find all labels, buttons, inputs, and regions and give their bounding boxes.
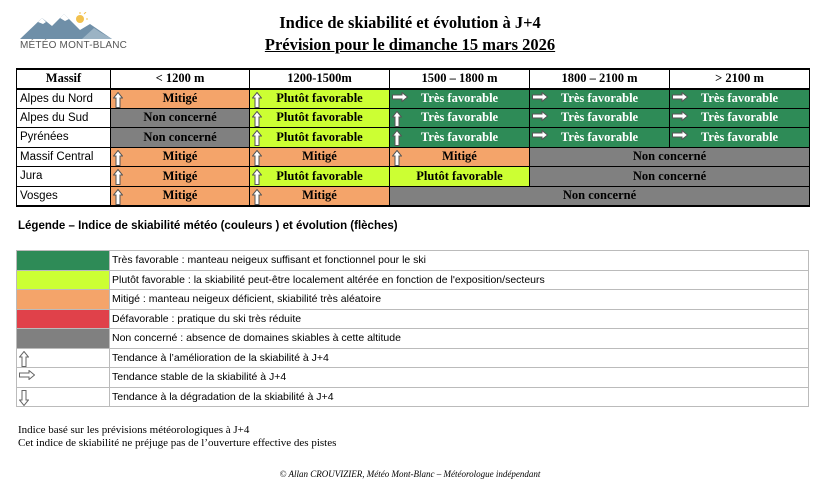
arrow-up-icon	[113, 92, 123, 108]
footer-credit: © Allan CROUVIZIER, Météo Mont-Blanc – Météorologue indépendant	[279, 469, 541, 479]
legend-swatch	[17, 387, 110, 407]
skiability-cell	[670, 89, 810, 109]
page-subtitle	[0, 35, 820, 55]
arrow-up-icon	[252, 189, 262, 205]
arrow-right-icon	[392, 92, 408, 102]
skiability-cell	[530, 147, 810, 167]
table-row	[17, 147, 810, 167]
skiability-label: Très favorable	[420, 129, 499, 144]
legend-table	[16, 250, 809, 407]
skiability-label: Très favorable	[700, 110, 779, 125]
skiability-label: Très favorable	[700, 91, 779, 105]
arrow-up-icon	[252, 150, 262, 166]
skiability-cell	[390, 128, 530, 148]
skiability-label: Mitigé	[162, 91, 198, 105]
page-title: Indice de skiabilité et évolution à J+4	[279, 13, 541, 32]
skiability-cell	[111, 108, 250, 128]
skiability-cell	[670, 128, 810, 148]
legend-swatch	[17, 290, 110, 310]
skiability-cell	[250, 186, 390, 206]
skiability-label: Très favorable	[560, 91, 639, 105]
legend-swatch	[17, 251, 110, 271]
skiability-cell	[111, 147, 250, 167]
massif-name: Massif Central	[17, 147, 111, 167]
massif-name: Alpes du Nord	[17, 89, 111, 109]
skiability-cell	[250, 167, 390, 187]
arrow-right-icon	[672, 92, 688, 102]
arrow-down-icon	[19, 390, 29, 406]
skiability-label: Non concerné	[632, 149, 707, 164]
legend-row	[17, 329, 809, 349]
legend-row	[17, 348, 809, 368]
skiability-cell	[111, 186, 250, 206]
legend-row	[17, 387, 809, 407]
skiability-cell	[530, 128, 670, 148]
legend-swatch	[17, 270, 110, 290]
table-row	[17, 167, 810, 187]
table-header-row	[17, 69, 810, 89]
arrow-up-icon	[252, 92, 262, 108]
column-header: Massif	[17, 69, 111, 89]
skiability-label: Plutôt favorable	[276, 110, 363, 125]
skiability-label: Mitigé	[162, 168, 198, 183]
skiability-label: Très favorable	[420, 91, 499, 105]
skiability-cell	[250, 128, 390, 148]
skiability-cell	[390, 147, 530, 167]
note-disclaimer: Cet indice de skiabilité ne préjuge pas de l’ouverture effective des pistes	[18, 437, 337, 449]
arrow-right-icon	[532, 130, 548, 140]
column-header: 1200-1500m	[250, 69, 390, 89]
skiability-label: Mitigé	[302, 188, 337, 202]
column-header: 1500 – 1800 m	[390, 69, 530, 89]
legend-text: Tendance à l’amélioration de la skiabilité à J+4	[110, 348, 809, 368]
skiability-label: Très favorable	[560, 129, 639, 144]
skiability-cell	[390, 186, 810, 206]
table-row	[17, 128, 810, 148]
massif-name: Alpes du Sud	[17, 108, 111, 128]
legend-swatch	[17, 348, 110, 368]
arrow-up-icon	[113, 169, 123, 185]
arrow-up-icon	[252, 111, 262, 127]
legend-text: Très favorable : manteau neigeux suffisant et fonctionnel pour le ski	[110, 251, 809, 271]
skiability-cell	[250, 147, 390, 167]
massif-name: Pyrénées	[17, 128, 111, 148]
column-header: > 2100 m	[670, 69, 810, 89]
skiability-cell	[390, 108, 530, 128]
skiability-label: Mitigé	[162, 149, 198, 164]
table-row	[17, 89, 810, 109]
legend-text: Tendance à la dégradation de la skiabilité à J+4	[110, 387, 809, 407]
legend-row	[17, 270, 809, 290]
arrow-right-icon	[672, 111, 688, 121]
legend-row	[17, 290, 809, 310]
arrow-right-icon	[532, 92, 548, 102]
skiability-cell	[111, 167, 250, 187]
legend-text: Tendance stable de la skiabilité à J+4	[110, 368, 809, 388]
skiability-label: Plutôt favorable	[416, 168, 503, 183]
legend-swatch	[17, 368, 110, 388]
skiability-cell	[530, 89, 670, 109]
arrow-up-icon	[113, 150, 123, 166]
skiability-label: Non concerné	[632, 168, 707, 183]
logo-text: MÉTÉO MONT-BLANC	[20, 40, 128, 51]
legend-title: Légende – Indice de skiabilité météo (couleurs ) et évolution (flèches)	[18, 220, 398, 232]
arrow-up-icon	[252, 169, 262, 185]
arrow-right-icon	[19, 370, 35, 380]
skiability-label: Non concerné	[143, 129, 217, 144]
skiability-label: Non concerné	[562, 188, 637, 202]
skiability-label: Non concerné	[143, 110, 217, 125]
arrow-right-icon	[672, 130, 688, 140]
skiability-label: Mitigé	[442, 149, 477, 164]
legend-row	[17, 368, 809, 388]
arrow-up-icon	[19, 351, 29, 367]
forecast-date: Prévision pour le dimanche 15 mars 2026	[264, 35, 556, 54]
note-forecast-basis: Indice basé sur les prévisions météorologiques à J+4	[18, 424, 250, 436]
skiability-label: Plutôt favorable	[276, 129, 363, 144]
arrow-up-icon	[392, 130, 402, 146]
legend-text: Non concerné : absence de domaines skiables à cette altitude	[110, 329, 809, 349]
legend-text: Défavorable : pratique du ski très réduite	[110, 309, 809, 329]
arrow-up-icon	[392, 150, 402, 166]
legend-text: Mitigé : manteau neigeux déficient, skiabilité très aléatoire	[110, 290, 809, 310]
table-row	[17, 186, 810, 206]
skiability-cell	[390, 89, 530, 109]
skiability-table	[16, 68, 810, 207]
massif-name: Jura	[17, 167, 111, 187]
skiability-cell	[111, 128, 250, 148]
arrow-up-icon	[392, 111, 402, 127]
skiability-label: Plutôt favorable	[276, 168, 363, 183]
skiability-label: Très favorable	[560, 110, 639, 125]
skiability-cell	[530, 167, 810, 187]
legend-row	[17, 309, 809, 329]
skiability-cell	[250, 89, 390, 109]
skiability-cell	[670, 108, 810, 128]
legend-text: Plutôt favorable : la skiabilité peut-être localement altérée en fonction de l'exposition/secteurs	[110, 270, 809, 290]
skiability-label: Mitigé	[162, 188, 198, 202]
skiability-cell	[390, 167, 530, 187]
column-header: < 1200 m	[111, 69, 250, 89]
skiability-cell	[111, 89, 250, 109]
legend-swatch	[17, 309, 110, 329]
arrow-right-icon	[532, 111, 548, 121]
column-header: 1800 – 2100 m	[530, 69, 670, 89]
skiability-label: Plutôt favorable	[276, 91, 363, 105]
legend-swatch	[17, 329, 110, 349]
legend-row	[17, 251, 809, 271]
arrow-up-icon	[252, 130, 262, 146]
skiability-cell	[530, 108, 670, 128]
skiability-label: Très favorable	[420, 110, 499, 125]
skiability-cell	[250, 108, 390, 128]
arrow-up-icon	[113, 189, 123, 205]
table-row	[17, 108, 810, 128]
skiability-label: Mitigé	[302, 149, 337, 164]
skiability-label: Très favorable	[700, 129, 779, 144]
massif-name: Vosges	[17, 186, 111, 206]
